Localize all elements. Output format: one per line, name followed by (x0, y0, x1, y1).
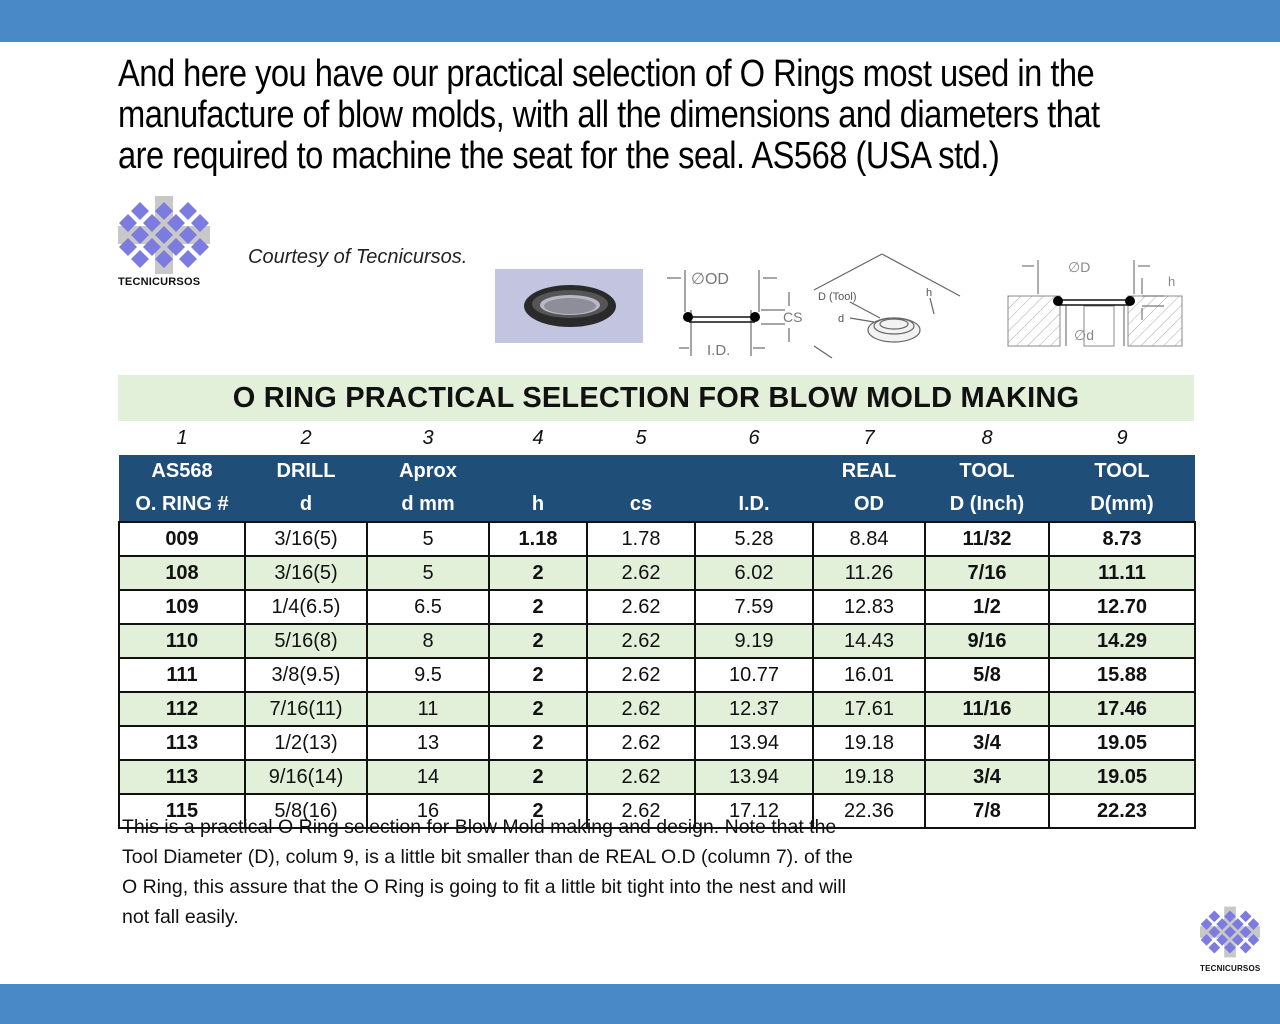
column-number-cell-2: 2 (300, 426, 312, 449)
header-bottom-cell-6: I.D. (695, 488, 813, 522)
table-row-cell-6: 7.59 (695, 590, 813, 624)
table-row-cell-8: 3/4 (925, 726, 1049, 760)
header-row-2 (119, 488, 1195, 522)
table-row (119, 760, 1195, 794)
table-row-cell-7: 12.83 (813, 590, 925, 624)
id-label: I.D. (707, 342, 731, 359)
tool-seat-diagram (810, 250, 970, 362)
table-row-cell-2: 9/16(14) (245, 760, 367, 794)
table-row-cell-3: 16 (367, 794, 489, 828)
table-row-cell-4: 2 (489, 760, 587, 794)
table-row-cell-9: 15.88 (1049, 658, 1195, 692)
table-row-cell-1: 112 (119, 692, 245, 726)
table-row-cell-5: 2.62 (587, 692, 695, 726)
table-row-cell-4: 2 (489, 794, 587, 828)
table-row-cell-4: 2 (489, 624, 587, 658)
tecnicursos-logo (118, 196, 210, 288)
table-row-cell-8: 9/16 (925, 624, 1049, 658)
table-row-cell-6: 17.12 (695, 794, 813, 828)
header-top-cell-4 (489, 455, 587, 488)
table-row-cell-9: 17.46 (1049, 692, 1195, 726)
table-row-cell-1: 009 (119, 522, 245, 556)
table-row-cell-5: 2.62 (587, 624, 695, 658)
table-row-cell-8: 11/32 (925, 522, 1049, 556)
header-bottom-cell-1: O. RING # (119, 488, 245, 522)
header-top-cell-9: TOOL (1049, 455, 1195, 488)
table-row-cell-1: 115 (119, 794, 245, 828)
table-row-cell-4: 2 (489, 590, 587, 624)
tecnicursos-logo-small (1200, 906, 1264, 973)
footnote-line-4: not fall easily. (122, 906, 239, 928)
table-row-cell-2: 3/16(5) (245, 556, 367, 590)
footnote-paragraph (122, 812, 992, 932)
o-ring-selection-table (118, 375, 1194, 829)
bottom-banner-bar (0, 984, 1280, 1024)
h-label: h (926, 287, 933, 299)
column-number-cell-4: 4 (532, 426, 544, 449)
o-ring-image-icon (495, 269, 643, 343)
table-row-cell-5: 2.62 (587, 760, 695, 794)
table-row (119, 556, 1195, 590)
header-top-cell-7: REAL (813, 455, 925, 488)
logo-wordmark-small: TECNICURSOS (1200, 964, 1261, 973)
table-row-cell-4: 1.18 (489, 522, 587, 556)
table-row-cell-8: 11/16 (925, 692, 1049, 726)
table-row (119, 522, 1195, 556)
table-row-cell-4: 2 (489, 556, 587, 590)
table-row-cell-8: 3/4 (925, 760, 1049, 794)
header-bottom-cell-5: cs (587, 488, 695, 522)
logo-mark-icon (118, 196, 210, 274)
column-number-cell-7: 7 (863, 426, 875, 449)
header-top-cell-5 (587, 455, 695, 488)
table-row-cell-1: 113 (119, 726, 245, 760)
table-row-cell-5: 1.78 (587, 522, 695, 556)
table-row-cell-3: 5 (367, 522, 489, 556)
table-row-cell-2: 5/8(16) (245, 794, 367, 828)
table-row-cell-2: 7/16(11) (245, 692, 367, 726)
table-row-cell-1: 113 (119, 760, 245, 794)
header-top-cell-8: TOOL (925, 455, 1049, 488)
table-row-cell-6: 10.77 (695, 658, 813, 692)
table-row-cell-6: 13.94 (695, 726, 813, 760)
table-row-cell-3: 13 (367, 726, 489, 760)
table-row-cell-5: 2.62 (587, 658, 695, 692)
header-row-1 (119, 455, 1195, 488)
table-row-cell-3: 11 (367, 692, 489, 726)
table-row-cell-3: 9.5 (367, 658, 489, 692)
table-row-cell-3: 5 (367, 556, 489, 590)
table-row (119, 692, 1195, 726)
table-row-cell-7: 14.43 (813, 624, 925, 658)
tool-label: D (Tool) (818, 291, 857, 303)
seat-diameter-label: ∅D (1068, 259, 1091, 275)
courtesy-caption: Courtesy of Tecnicursos. (248, 246, 468, 268)
o-ring-photo (495, 269, 643, 343)
footnote-line-3: O Ring, this assure that the O Ring is going to fit a little bit tight into the nest and will (122, 876, 847, 898)
table-row-cell-8: 5/8 (925, 658, 1049, 692)
headline-line-1: And here you have our practical selection of O Rings most used in the (118, 53, 1095, 95)
table-row-cell-7: 19.18 (813, 726, 925, 760)
column-number (119, 421, 1195, 455)
header-bottom-cell-9: D(mm) (1049, 488, 1195, 522)
header-top (119, 455, 1195, 488)
table-row (119, 590, 1195, 624)
footnote-line-2: Tool Diameter (D), colum 9, is a little bit smaller than de REAL O.D (column 7). of the (122, 846, 853, 868)
drill-label: d (838, 313, 845, 325)
table-row (119, 726, 1195, 760)
table-row-cell-4: 2 (489, 692, 587, 726)
table-row-cell-2: 1/4(6.5) (245, 590, 367, 624)
table-row-cell-2: 1/2(13) (245, 726, 367, 760)
header-bottom-cell-2: d (245, 488, 367, 522)
table-row-cell-9: 14.29 (1049, 624, 1195, 658)
header-bottom-cell-3: d mm (367, 488, 489, 522)
header-bottom-cell-8: D (Inch) (925, 488, 1049, 522)
footnote-line-1: This is a practical O Ring selection for Blow Mold making and design. Note that the (122, 816, 837, 838)
table-row-cell-3: 8 (367, 624, 489, 658)
headline-line-2: manufacture of blow molds, with all the dimensions and diameters that (118, 94, 1100, 136)
table-row-cell-2: 5/16(8) (245, 624, 367, 658)
table-row-cell-4: 2 (489, 726, 587, 760)
table-row-cell-6: 6.02 (695, 556, 813, 590)
table-row-cell-9: 8.73 (1049, 522, 1195, 556)
table-row-cell-8: 1/2 (925, 590, 1049, 624)
header-top-cell-1: AS568 (119, 455, 245, 488)
table-row-cell-9: 11.11 (1049, 556, 1195, 590)
header-top-cell-6 (695, 455, 813, 488)
groove-section-diagram (1004, 256, 1186, 348)
column-number-cell-5: 5 (635, 426, 647, 449)
headline-text (118, 53, 1100, 177)
table-row-cell-7: 8.84 (813, 522, 925, 556)
table-row-cell-6: 12.37 (695, 692, 813, 726)
column-number-cell-1: 1 (176, 426, 188, 449)
table-title: O RING PRACTICAL SELECTION FOR BLOW MOLD MAKING (118, 375, 1194, 421)
table-row-cell-3: 14 (367, 760, 489, 794)
table-row-cell-6: 13.94 (695, 760, 813, 794)
table-row-cell-8: 7/8 (925, 794, 1049, 828)
table-row-cell-6: 5.28 (695, 522, 813, 556)
headline-line-3: are required to machine the seat for the seal. AS568 (USA std.) (118, 135, 1000, 177)
seat-depth-label: h (1168, 274, 1176, 289)
table-row-cell-9: 22.23 (1049, 794, 1195, 828)
table-row-cell-5: 2.62 (587, 556, 695, 590)
table-row-cell-8: 7/16 (925, 556, 1049, 590)
bore-diameter-label: ∅d (1074, 327, 1094, 343)
table-row-cell-4: 2 (489, 658, 587, 692)
table-row (119, 658, 1195, 692)
column-number-cell-3: 3 (422, 426, 434, 449)
table-row-cell-1: 108 (119, 556, 245, 590)
table-row (119, 624, 1195, 658)
od-label: ∅OD (691, 271, 729, 288)
header-top-cell-2: DRILL (245, 455, 367, 488)
header-bottom (119, 488, 1195, 522)
column-number-cell-6: 6 (748, 426, 760, 449)
logo-mark-small-icon (1200, 906, 1260, 958)
table-row-cell-5: 2.62 (587, 590, 695, 624)
table-row-cell-7: 16.01 (813, 658, 925, 692)
header-bottom-cell-4: h (489, 488, 587, 522)
column-number-cell-8: 8 (981, 426, 993, 449)
table-row-cell-3: 6.5 (367, 590, 489, 624)
table-row-cell-9: 12.70 (1049, 590, 1195, 624)
table-row-cell-1: 109 (119, 590, 245, 624)
logo-wordmark: TECNICURSOS (118, 276, 201, 288)
column-number-cell-9: 9 (1116, 426, 1128, 449)
table-row-cell-7: 11.26 (813, 556, 925, 590)
table-body (119, 522, 1195, 828)
table-row-cell-7: 17.61 (813, 692, 925, 726)
header-top-cell-3: Aprox (367, 455, 489, 488)
table-row-cell-7: 19.18 (813, 760, 925, 794)
table-row-cell-5: 2.62 (587, 794, 695, 828)
table-row-cell-9: 19.05 (1049, 760, 1195, 794)
table-row-cell-1: 110 (119, 624, 245, 658)
column-number-row (119, 421, 1195, 455)
table-row-cell-1: 111 (119, 658, 245, 692)
o-ring-dimension-diagram (655, 262, 805, 362)
table-row-cell-2: 3/16(5) (245, 522, 367, 556)
table-row-cell-6: 9.19 (695, 624, 813, 658)
table-row-cell-5: 2.62 (587, 726, 695, 760)
header-bottom-cell-7: OD (813, 488, 925, 522)
table-row-cell-2: 3/8(9.5) (245, 658, 367, 692)
table-row-cell-9: 19.05 (1049, 726, 1195, 760)
top-banner-bar (0, 0, 1280, 42)
cs-label: CS (783, 309, 803, 325)
table-row-cell-7: 22.36 (813, 794, 925, 828)
